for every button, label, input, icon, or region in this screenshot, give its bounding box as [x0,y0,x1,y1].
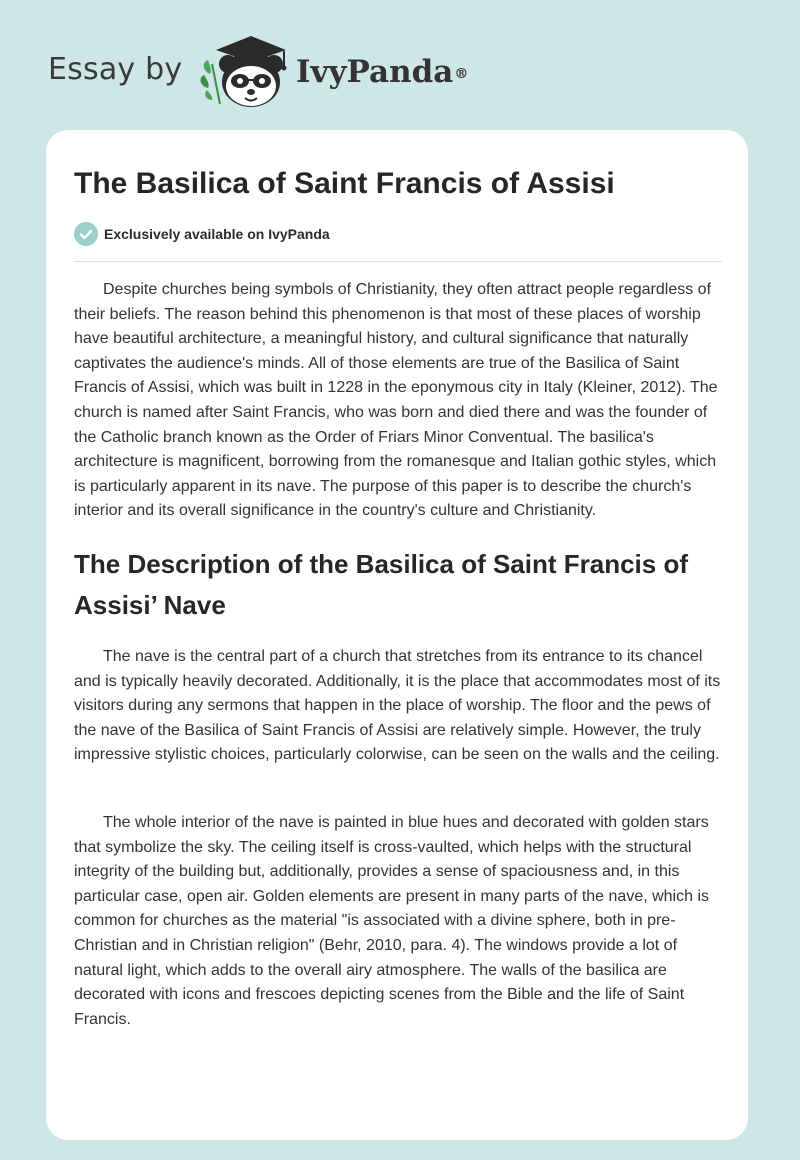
section-paragraph-2: The whole interior of the nave is painted in blue hues and decorated with golden stars that symbolize the sky. The ceiling itself is cross-vaulted, which helps with the structural integrity of the building but, additionally, provides a sense of spaciousness and, in this particular case, open air. Golden elements are present in many parts of the nave, which is common for churches as the material "is associated with a divine sphere, both in pre-Christian and in Christian religion" (Behr, 2010, para. 4). The windows provide a lot of natural light, which adds to the overall airy atmosphere. The walls of the basilica are decorated with icons and frescoes depicting scenes from the Bible and the life of Saint Francis. [74,814,710,1028]
registered-mark: ® [454,66,469,82]
section-paragraph-1: The nave is the central part of a church that stretches from its entrance to its chancel and is typically heavily decorated. Additionally, it is the place that accommodates most of its visitors during any sermons that happen in the place of worship. The floor and the pews of the nave of the Basilica of Saint Francis of Assisi are relatively simple. However, the truly impressive stylistic choices, particularly colorwise, can be seen on the walls and the ceiling. [74,648,721,764]
check-circle-icon [74,222,98,246]
brand-text: IvyPanda [296,54,454,90]
brand-name [296,52,468,92]
essay-by-label: Essay by [48,52,183,87]
page-title: The Basilica of Saint Francis of Assisi [74,167,615,200]
divider [74,261,722,262]
panda-graduate-icon [198,34,294,110]
section-heading: The Description of the Basilica of Saint Francis of Assisi’ Nave [74,549,688,620]
essay-card [46,130,748,1140]
exclusive-badge [74,222,330,246]
intro-paragraph: Despite churches being symbols of Christianity, they often attract people regardless of their beliefs. The reason behind this phenomenon is that most of these places of worship have beautiful architecture, a meaningful history, and cultural significance that naturally captivates the audience's minds. All of those elements are true of the Basilica of Saint Francis of Assisi, which was built in 1228 in the eponymous city in Italy (Kleiner, 2012). The church is named after Saint Francis, who was born and died there and was the founder of the Catholic branch known as the Order of Friars Minor Conventual. The basilica's architecture is magnificent, borrowing from the romanesque and Italian gothic styles, which is particularly apparent in its nave. The purpose of this paper is to describe the church's interior and its overall significance in the country's culture and Christianity. [74,281,718,520]
site-header [0,0,800,130]
exclusive-text: Exclusively available on IvyPanda [104,226,330,242]
